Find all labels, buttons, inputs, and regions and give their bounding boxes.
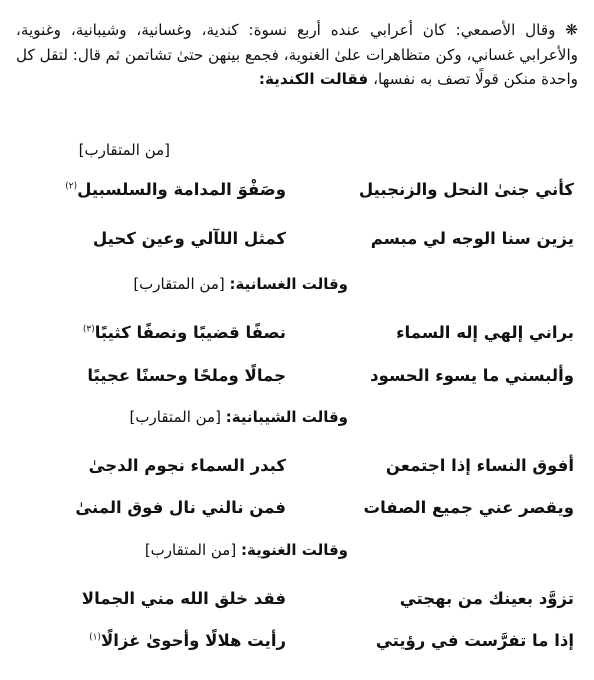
verse-hemistich-right: يزين سنا الوجه لي مبسم: [370, 229, 574, 248]
meter-label: [من المتقارب]: [78, 141, 170, 159]
intro-paragraph: [16, 18, 578, 92]
section-heading: وقالت الغسانية: [من المتقارب]: [133, 275, 348, 293]
footnote-marker: (٣): [82, 324, 95, 335]
verse-hemistich-left: كمثل اللآلي وعين كحيل: [92, 229, 286, 248]
asterism-icon: ❋: [565, 21, 579, 39]
verse-hemistich-right: ويقصر عني جميع الصفات: [363, 498, 574, 517]
verse-hemistich-left: فقد خلق الله مني الجمالا: [81, 589, 286, 608]
verse-hemistich-left: نصفًا قضيبًا ونصفًا كثيبًا$^{(٣)}$: [82, 323, 286, 342]
section-heading: وقالت الشيبانية: [من المتقارب]: [129, 408, 348, 426]
intro-lead: فقالت الكندية:: [258, 70, 369, 88]
footnote-marker: (١): [89, 632, 101, 643]
verse-hemistich-right: أفوق النساء إذا اجتمعن: [385, 456, 574, 475]
verse-hemistich-right: براني إلهي إله السماء: [396, 323, 574, 342]
verse-hemistich-left: جمالًا وملحًا وحسنًا عجيبًا: [87, 366, 286, 385]
section-heading: وقالت الغنوية: [من المتقارب]: [144, 541, 348, 559]
footnote-marker: (٢): [65, 181, 78, 192]
verse-hemistich-left: رأيت هلالًا وأحوىٰ غزالًا$^{(١)}$: [89, 631, 286, 650]
verse-hemistich-right: إذا ما تفرَّست في رؤيتي: [375, 631, 574, 650]
verse-hemistich-left: فمن نالني نال فوق المنىٰ: [75, 498, 286, 517]
intro-text: وقال الأصمعي: كان أعرابي عنده أربع نسوة: كندية، وغسانية، وشيبانية، وغنوية، والأعرابي غساني، وكن متظاهرات علىٰ الغنوية، فجمع بينهن حتىٰ تشاتمن ثم قال: لتقل كل واحدة منكن قولًا تصف به نفسها،: [16, 21, 578, 88]
verse-hemistich-left: وصَفْوَ المدامة والسلسبيل$^{(٢)}$: [65, 180, 286, 199]
verse-hemistich-left: كبدر السماء نجوم الدجىٰ: [88, 456, 286, 475]
verse-hemistich-right: وألبسني ما يسوء الحسود: [370, 366, 574, 385]
verse-hemistich-right: تزوَّد بعينك من بهجتي: [399, 589, 574, 608]
verse-hemistich-right: كأني جنىٰ النحل والزنجبيل: [358, 180, 574, 199]
